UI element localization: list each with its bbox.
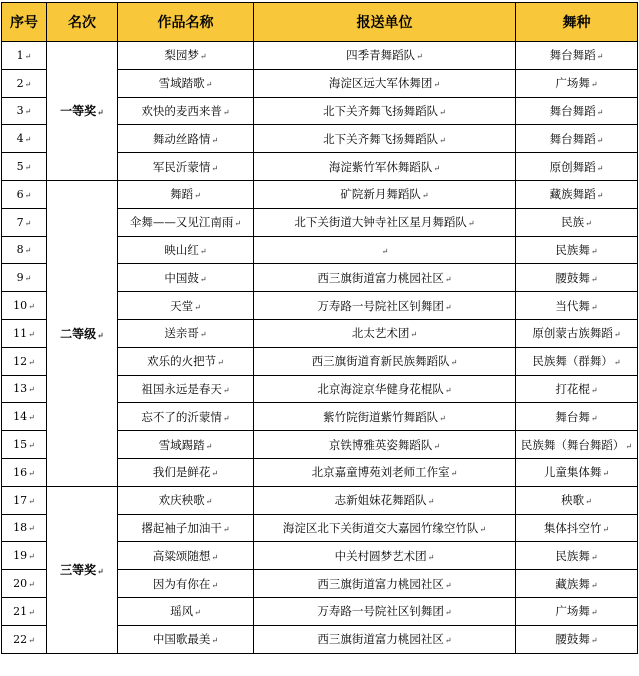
header-unit: 报送单位 xyxy=(254,3,516,42)
cell-genre-text: 原创蒙古族舞蹈 xyxy=(532,326,613,341)
cell-title-text: 中国鼓 xyxy=(164,270,199,285)
paragraph-mark: ↵ xyxy=(444,385,452,395)
cell-genre xyxy=(516,264,638,292)
paragraph-mark: ↵ xyxy=(596,163,604,173)
cell-unit xyxy=(254,292,516,320)
paragraph-mark: ↵ xyxy=(433,441,441,451)
cell-unit xyxy=(254,125,516,153)
cell-genre xyxy=(516,375,638,403)
paragraph-mark: ↵ xyxy=(585,219,592,229)
awards-table xyxy=(1,2,638,654)
paragraph-mark: ↵ xyxy=(381,246,389,256)
cell-title-text: 欢庆秧歌 xyxy=(158,493,205,508)
paragraph-mark: ↵ xyxy=(602,524,610,534)
cell-number-text: 10 xyxy=(13,299,28,313)
cell-genre xyxy=(516,570,638,598)
cell-genre-text: 舞台舞蹈 xyxy=(549,103,596,118)
cell-unit-text: 万寿路一号院社区钊舞团 xyxy=(317,604,444,619)
cell-unit xyxy=(254,514,516,542)
paragraph-mark: ↵ xyxy=(28,441,35,451)
paragraph-mark: ↵ xyxy=(205,441,213,451)
cell-unit-text: 西三旗街道育新民族舞蹈队 xyxy=(311,354,450,369)
cell-number xyxy=(2,292,47,320)
cell-unit xyxy=(254,153,516,181)
header-rank: 名次 xyxy=(47,3,118,42)
cell-unit-text: 中关村圆梦艺术团 xyxy=(334,548,427,563)
cell-number-text: 21 xyxy=(13,604,28,618)
cell-title-text: 舞蹈 xyxy=(170,187,194,202)
cell-genre-text: 民族舞 xyxy=(555,242,590,257)
cell-title xyxy=(118,180,254,208)
paragraph-mark: ↵ xyxy=(205,80,213,90)
cell-unit xyxy=(254,625,516,653)
cell-genre xyxy=(516,208,638,236)
paragraph-mark: ↵ xyxy=(479,524,487,534)
cell-title-text: 送亲哥 xyxy=(164,326,199,341)
paragraph-mark: ↵ xyxy=(439,107,446,117)
cell-number-text: 8 xyxy=(16,243,24,257)
paragraph-mark: ↵ xyxy=(444,608,452,618)
cell-number xyxy=(2,542,47,570)
cell-genre-text: 民族舞（群舞） xyxy=(532,354,613,369)
paragraph-mark: ↵ xyxy=(211,580,219,590)
table-row xyxy=(2,180,638,208)
paragraph-mark: ↵ xyxy=(97,566,104,577)
cell-number xyxy=(2,514,47,542)
paragraph-mark: ↵ xyxy=(427,552,435,562)
cell-title xyxy=(118,319,254,347)
cell-number-text: 16 xyxy=(13,465,28,479)
cell-unit xyxy=(254,375,516,403)
paragraph-mark: ↵ xyxy=(450,469,458,479)
cell-unit-text: 海淀紫竹军休舞蹈队 xyxy=(328,159,433,174)
cell-title-text: 雪域踢踏 xyxy=(158,437,205,452)
cell-rank-text: 三等奖 xyxy=(60,563,97,578)
cell-title xyxy=(118,347,254,375)
cell-unit-text: 北太艺术团 xyxy=(351,326,410,341)
paragraph-mark: ↵ xyxy=(28,580,35,590)
cell-rank xyxy=(47,180,118,486)
paragraph-mark: ↵ xyxy=(596,191,604,201)
cell-number-text: 2 xyxy=(16,76,24,90)
cell-genre-text: 儿童集体舞 xyxy=(543,465,602,480)
paragraph-mark: ↵ xyxy=(450,358,458,368)
cell-unit xyxy=(254,264,516,292)
cell-genre xyxy=(516,514,638,542)
cell-genre xyxy=(516,486,638,514)
cell-genre-text: 民族 xyxy=(561,215,585,230)
cell-number-text: 13 xyxy=(13,382,28,396)
cell-rank xyxy=(47,42,118,181)
paragraph-mark: ↵ xyxy=(427,497,435,507)
paragraph-mark: ↵ xyxy=(24,79,32,89)
cell-unit xyxy=(254,69,516,97)
cell-number-text: 6 xyxy=(16,187,24,201)
paragraph-mark: ↵ xyxy=(222,107,230,117)
cell-number xyxy=(2,570,47,598)
paragraph-mark: ↵ xyxy=(585,497,592,507)
cell-unit xyxy=(254,236,516,264)
cell-unit-text: 紫竹院街道紫竹舞蹈队 xyxy=(323,409,439,424)
paragraph-mark: ↵ xyxy=(590,80,598,90)
paragraph-mark: ↵ xyxy=(24,246,32,256)
paragraph-mark: ↵ xyxy=(199,52,207,62)
cell-genre-text: 舞台舞蹈 xyxy=(549,48,596,63)
paragraph-mark: ↵ xyxy=(590,608,598,618)
paragraph-mark: ↵ xyxy=(24,190,32,200)
paragraph-mark: ↵ xyxy=(234,219,242,229)
cell-rank-text: 二等级 xyxy=(60,326,97,341)
cell-unit xyxy=(254,97,516,125)
cell-number xyxy=(2,208,47,236)
cell-genre-text: 舞台舞 xyxy=(555,409,590,424)
paragraph-mark: ↵ xyxy=(199,274,207,284)
cell-unit-text: 万寿路一号院社区钊舞团 xyxy=(317,298,444,313)
cell-title xyxy=(118,375,254,403)
paragraph-mark: ↵ xyxy=(596,107,604,117)
cell-number-text: 15 xyxy=(13,438,28,452)
paragraph-mark: ↵ xyxy=(444,302,452,312)
cell-genre-text: 民族舞（舞台舞蹈） xyxy=(520,437,625,452)
cell-number-text: 9 xyxy=(16,271,24,285)
table-body xyxy=(2,42,638,654)
cell-genre xyxy=(516,292,638,320)
cell-number-text: 5 xyxy=(16,160,24,174)
paragraph-mark: ↵ xyxy=(217,358,224,368)
paragraph-mark: ↵ xyxy=(28,607,35,617)
paragraph-mark: ↵ xyxy=(199,246,207,256)
paragraph-mark: ↵ xyxy=(613,358,621,368)
cell-number-text: 11 xyxy=(13,326,28,340)
cell-genre-text: 原创舞蹈 xyxy=(549,159,596,174)
paragraph-mark: ↵ xyxy=(467,219,475,229)
paragraph-mark: ↵ xyxy=(590,302,598,312)
cell-number-text: 19 xyxy=(13,549,28,563)
cell-title-text: 欢快的麦西来普 xyxy=(141,103,222,118)
paragraph-mark: ↵ xyxy=(433,163,441,173)
cell-unit xyxy=(254,180,516,208)
cell-number xyxy=(2,97,47,125)
cell-number-text: 20 xyxy=(13,577,28,591)
paragraph-mark: ↵ xyxy=(205,497,213,507)
cell-title xyxy=(118,431,254,459)
paragraph-mark: ↵ xyxy=(439,135,446,145)
cell-title xyxy=(118,597,254,625)
cell-number xyxy=(2,319,47,347)
cell-genre xyxy=(516,125,638,153)
cell-title xyxy=(118,292,254,320)
cell-title-text: 因为有你在 xyxy=(152,576,211,591)
cell-unit-text: 西三旗街道富力桃园社区 xyxy=(317,576,444,591)
cell-genre xyxy=(516,597,638,625)
paragraph-mark: ↵ xyxy=(625,441,633,451)
cell-unit xyxy=(254,403,516,431)
paragraph-mark: ↵ xyxy=(444,580,452,590)
cell-number-text: 17 xyxy=(13,493,28,507)
cell-rank xyxy=(47,486,118,653)
paragraph-mark: ↵ xyxy=(444,636,452,646)
paragraph-mark: ↵ xyxy=(24,51,32,61)
cell-unit xyxy=(254,486,516,514)
cell-number-text: 22 xyxy=(13,632,28,646)
paragraph-mark: ↵ xyxy=(421,191,429,201)
cell-number xyxy=(2,347,47,375)
paragraph-mark: ↵ xyxy=(590,636,598,646)
cell-number xyxy=(2,42,47,70)
cell-unit-text: 京铁博雅英姿舞蹈队 xyxy=(328,437,433,452)
cell-unit xyxy=(254,458,516,486)
cell-title xyxy=(118,514,254,542)
cell-genre xyxy=(516,542,638,570)
header-number: 序号 xyxy=(2,3,47,42)
cell-genre xyxy=(516,97,638,125)
cell-number xyxy=(2,403,47,431)
cell-title-text: 瑶风 xyxy=(170,604,194,619)
paragraph-mark: ↵ xyxy=(596,52,604,62)
table-row xyxy=(2,486,638,514)
paragraph-mark: ↵ xyxy=(222,413,230,423)
paragraph-mark: ↵ xyxy=(444,274,452,284)
cell-unit-text: 西三旗街道富力桃园社区 xyxy=(317,632,444,647)
cell-unit-text: 北京嘉童博苑刘老师工作室 xyxy=(311,465,450,480)
cell-unit-text: 北下关齐舞飞扬舞蹈队 xyxy=(323,131,439,146)
cell-number-text: 7 xyxy=(16,215,24,229)
cell-title-text: 高粱颂随想 xyxy=(152,548,211,563)
cell-genre-text: 舞台舞蹈 xyxy=(549,131,596,146)
cell-title xyxy=(118,542,254,570)
cell-title xyxy=(118,458,254,486)
cell-genre-text: 广场舞 xyxy=(555,76,590,91)
cell-title xyxy=(118,486,254,514)
cell-genre xyxy=(516,236,638,264)
cell-number xyxy=(2,625,47,653)
cell-number xyxy=(2,180,47,208)
paragraph-mark: ↵ xyxy=(28,329,35,339)
cell-title xyxy=(118,403,254,431)
cell-title-text: 忘不了的沂蒙情 xyxy=(141,409,222,424)
paragraph-mark: ↵ xyxy=(416,52,423,62)
cell-title xyxy=(118,125,254,153)
cell-unit-text: 西三旗街道富力桃园社区 xyxy=(317,270,444,285)
paragraph-mark: ↵ xyxy=(613,330,621,340)
cell-unit-text: 北下关齐舞飞扬舞蹈队 xyxy=(323,103,439,118)
cell-genre xyxy=(516,153,638,181)
cell-number xyxy=(2,375,47,403)
paragraph-mark: ↵ xyxy=(410,330,418,340)
cell-title-text: 映山红 xyxy=(164,242,199,257)
cell-unit xyxy=(254,42,516,70)
cell-unit xyxy=(254,542,516,570)
paragraph-mark: ↵ xyxy=(28,357,35,367)
cell-unit-text: 矿院新月舞蹈队 xyxy=(340,187,421,202)
paragraph-mark: ↵ xyxy=(24,163,32,173)
cell-title-text: 伞舞——又见江南雨 xyxy=(129,215,234,230)
cell-genre xyxy=(516,625,638,653)
cell-genre-text: 腰鼓舞 xyxy=(555,632,590,647)
cell-title xyxy=(118,625,254,653)
cell-unit xyxy=(254,347,516,375)
cell-unit xyxy=(254,597,516,625)
cell-genre xyxy=(516,69,638,97)
header-row xyxy=(2,3,638,42)
paragraph-mark: ↵ xyxy=(211,636,219,646)
cell-genre xyxy=(516,347,638,375)
paragraph-mark: ↵ xyxy=(222,385,230,395)
cell-title xyxy=(118,42,254,70)
paragraph-mark: ↵ xyxy=(24,274,32,284)
paragraph-mark: ↵ xyxy=(28,552,35,562)
cell-title-text: 雪域踏歌 xyxy=(158,76,205,91)
table-row xyxy=(2,42,638,70)
cell-unit-text: 四季青舞蹈队 xyxy=(346,48,416,63)
cell-title-text: 欢乐的火把节 xyxy=(147,354,217,369)
cell-title-text: 撂起袖子加油干 xyxy=(141,520,222,535)
cell-title-text: 我们是鲜花 xyxy=(152,465,211,480)
cell-title xyxy=(118,208,254,236)
paragraph-mark: ↵ xyxy=(28,385,35,395)
cell-title-text: 舞动丝路情 xyxy=(152,131,211,146)
cell-number-text: 1 xyxy=(16,48,24,62)
cell-title xyxy=(118,570,254,598)
cell-genre-text: 秧歌 xyxy=(561,493,585,508)
cell-title xyxy=(118,97,254,125)
paragraph-mark: ↵ xyxy=(28,524,35,534)
cell-genre-text: 当代舞 xyxy=(555,298,590,313)
paragraph-mark: ↵ xyxy=(24,107,32,117)
cell-number-text: 14 xyxy=(13,410,28,424)
cell-title-text: 中国歌最美 xyxy=(152,632,211,647)
paragraph-mark: ↵ xyxy=(439,413,446,423)
cell-unit-text: 北下关街道大钟寺社区星月舞蹈队 xyxy=(294,215,467,230)
paragraph-mark: ↵ xyxy=(211,135,219,145)
paragraph-mark: ↵ xyxy=(97,329,104,340)
paragraph-mark: ↵ xyxy=(590,552,598,562)
cell-unit xyxy=(254,570,516,598)
cell-genre-text: 打花棍 xyxy=(555,381,590,396)
cell-number xyxy=(2,486,47,514)
paragraph-mark: ↵ xyxy=(590,246,598,256)
cell-genre-text: 广场舞 xyxy=(555,604,590,619)
cell-genre xyxy=(516,42,638,70)
cell-unit xyxy=(254,319,516,347)
cell-title xyxy=(118,69,254,97)
cell-genre-text: 集体抖空竹 xyxy=(543,520,602,535)
paragraph-mark: ↵ xyxy=(211,552,219,562)
cell-number-text: 18 xyxy=(13,521,28,535)
paragraph-mark: ↵ xyxy=(602,469,610,479)
cell-title-text: 天堂 xyxy=(170,298,194,313)
cell-unit-text: 志新姐妹花舞蹈队 xyxy=(334,493,427,508)
paragraph-mark: ↵ xyxy=(590,580,598,590)
paragraph-mark: ↵ xyxy=(433,80,441,90)
cell-genre xyxy=(516,403,638,431)
cell-unit-text: 北京海淀京华健身花棍队 xyxy=(317,381,444,396)
cell-genre-text: 藏族舞蹈 xyxy=(549,187,596,202)
paragraph-mark: ↵ xyxy=(194,302,201,312)
paragraph-mark: ↵ xyxy=(194,191,201,201)
paragraph-mark: ↵ xyxy=(590,274,598,284)
cell-title xyxy=(118,153,254,181)
cell-number-text: 3 xyxy=(16,104,24,118)
paragraph-mark: ↵ xyxy=(211,469,219,479)
paragraph-mark: ↵ xyxy=(24,135,32,145)
paragraph-mark: ↵ xyxy=(24,218,32,228)
header-title: 作品名称 xyxy=(118,3,254,42)
cell-title-text: 梨园梦 xyxy=(164,48,199,63)
cell-number-text: 12 xyxy=(13,354,28,368)
cell-number xyxy=(2,264,47,292)
paragraph-mark: ↵ xyxy=(222,524,230,534)
cell-title-text: 祖国永远是春天 xyxy=(141,381,222,396)
cell-genre-text: 腰鼓舞 xyxy=(555,270,590,285)
cell-genre xyxy=(516,431,638,459)
cell-unit xyxy=(254,431,516,459)
cell-number xyxy=(2,125,47,153)
cell-number-text: 4 xyxy=(16,132,24,146)
cell-title xyxy=(118,264,254,292)
paragraph-mark: ↵ xyxy=(211,163,219,173)
cell-number xyxy=(2,236,47,264)
cell-genre xyxy=(516,319,638,347)
cell-genre-text: 民族舞 xyxy=(555,548,590,563)
paragraph-mark: ↵ xyxy=(199,330,207,340)
paragraph-mark: ↵ xyxy=(596,135,604,145)
cell-number xyxy=(2,69,47,97)
paragraph-mark: ↵ xyxy=(28,496,35,506)
cell-genre-text: 藏族舞 xyxy=(555,576,590,591)
cell-unit-text: 海淀区北下关街道交大嘉园竹缘空竹队 xyxy=(282,520,479,535)
paragraph-mark: ↵ xyxy=(97,107,104,118)
paragraph-mark: ↵ xyxy=(590,385,598,395)
header-genre: 舞种 xyxy=(516,3,638,42)
paragraph-mark: ↵ xyxy=(28,302,35,312)
paragraph-mark: ↵ xyxy=(28,468,35,478)
cell-unit xyxy=(254,208,516,236)
paragraph-mark: ↵ xyxy=(28,413,35,423)
paragraph-mark: ↵ xyxy=(28,635,35,645)
cell-genre xyxy=(516,180,638,208)
cell-genre xyxy=(516,458,638,486)
cell-number xyxy=(2,431,47,459)
cell-rank-text: 一等奖 xyxy=(60,104,97,119)
cell-number xyxy=(2,597,47,625)
cell-number xyxy=(2,153,47,181)
cell-title xyxy=(118,236,254,264)
paragraph-mark: ↵ xyxy=(590,413,598,423)
cell-unit-text: 海淀区远大军休舞团 xyxy=(328,76,433,91)
cell-number xyxy=(2,458,47,486)
cell-title-text: 军民沂蒙情 xyxy=(152,159,211,174)
paragraph-mark: ↵ xyxy=(194,608,201,618)
